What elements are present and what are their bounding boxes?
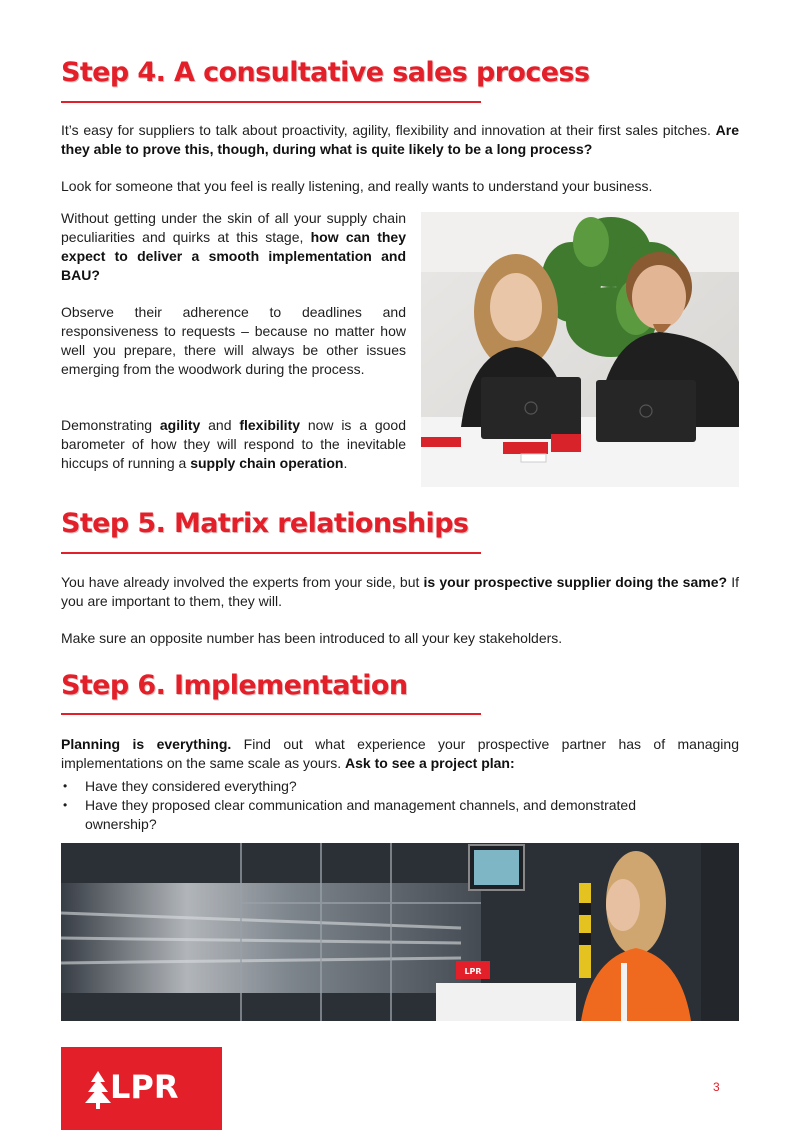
step-6-title: Step 6. Implementation xyxy=(61,670,408,701)
agility-bold: agility xyxy=(159,417,201,433)
list-item-text: Have they considered everything? xyxy=(85,778,297,794)
step-4-title: Step 4. A consultative sales process xyxy=(61,57,590,88)
step-5-experts-bold: is your prospective supplier doing the same? xyxy=(423,574,728,590)
warehouse-lpr-sign: LPR xyxy=(464,967,482,976)
step-5-title: Step 5. Matrix relationships xyxy=(61,508,469,539)
meeting-photo xyxy=(421,212,739,487)
warehouse-photo xyxy=(61,843,739,1021)
supply-chain-bold: supply chain operation xyxy=(190,455,344,471)
step-4-intro xyxy=(61,121,739,159)
step-6-planning-text: Find out what experience your prospective partner has of managing implementations on the same scale as yours. xyxy=(61,736,739,771)
step-4-skin-bold: how can they expect to deliver a smooth implementation and BAU? xyxy=(61,229,406,283)
step-4-listening: Look for someone that you feel is really listening, and really wants to understand your business. xyxy=(61,178,653,194)
step-6-planning-bold: Planning is everything. xyxy=(61,736,232,752)
step-5-experts-tail: If you are important to them, they will. xyxy=(61,574,739,609)
step-5-rule xyxy=(61,552,481,554)
step-6-rule xyxy=(61,713,481,715)
lpr-tree-icon xyxy=(85,1071,111,1109)
list-item xyxy=(61,777,701,796)
step-5-experts xyxy=(61,573,739,611)
step-4-skin-text: Without getting under the skin of all your supply chain peculiarities and quirks at this stage, xyxy=(61,210,406,245)
step-4-skin xyxy=(61,209,406,285)
bullet-icon: • xyxy=(63,798,68,812)
step-4-intro-text: It’s easy for suppliers to talk about proactivity, agility, flexibility and innovation at their first sales pitches. xyxy=(61,122,716,138)
meeting-photo-illustration xyxy=(421,212,739,487)
list-item xyxy=(61,796,701,834)
step-4-deadlines: Observe their adherence to deadlines and responsiveness to requests – because no matter how well you prepare, there will always be other issues emerging from the woodwork during the process. xyxy=(61,304,406,377)
step-6-bullet-list xyxy=(61,777,701,834)
step-5-stakeholders: Make sure an opposite number has been introduced to all your key stakeholders. xyxy=(61,630,563,646)
agility-text-3: now is a good barometer of how they will respond to the inevitable hiccups of running a xyxy=(61,417,406,471)
agility-text-1: Demonstrating xyxy=(61,417,160,433)
step-4-rule xyxy=(61,101,481,103)
list-item-text: Have they proposed clear communication and management channels, and demonstrated ownership? xyxy=(85,797,636,832)
step-4-intro-bold: Are they able to prove this, though, during what is quite likely to be a long process? xyxy=(61,122,739,157)
flexibility-bold: flexibility xyxy=(239,417,301,433)
warehouse-photo-illustration xyxy=(61,843,739,1021)
lpr-logo-text: LPR xyxy=(110,1068,179,1106)
step-6-project-plan-bold: Ask to see a project plan: xyxy=(345,755,515,771)
agility-text-4: . xyxy=(343,455,348,471)
step-6-planning xyxy=(61,735,739,773)
step-5-experts-text: You have already involved the experts from your side, but xyxy=(61,574,424,590)
bullet-icon: • xyxy=(63,779,68,793)
page-number: 3 xyxy=(713,1080,720,1094)
step-4-agility xyxy=(61,416,406,473)
agility-text-2: and xyxy=(200,417,240,433)
